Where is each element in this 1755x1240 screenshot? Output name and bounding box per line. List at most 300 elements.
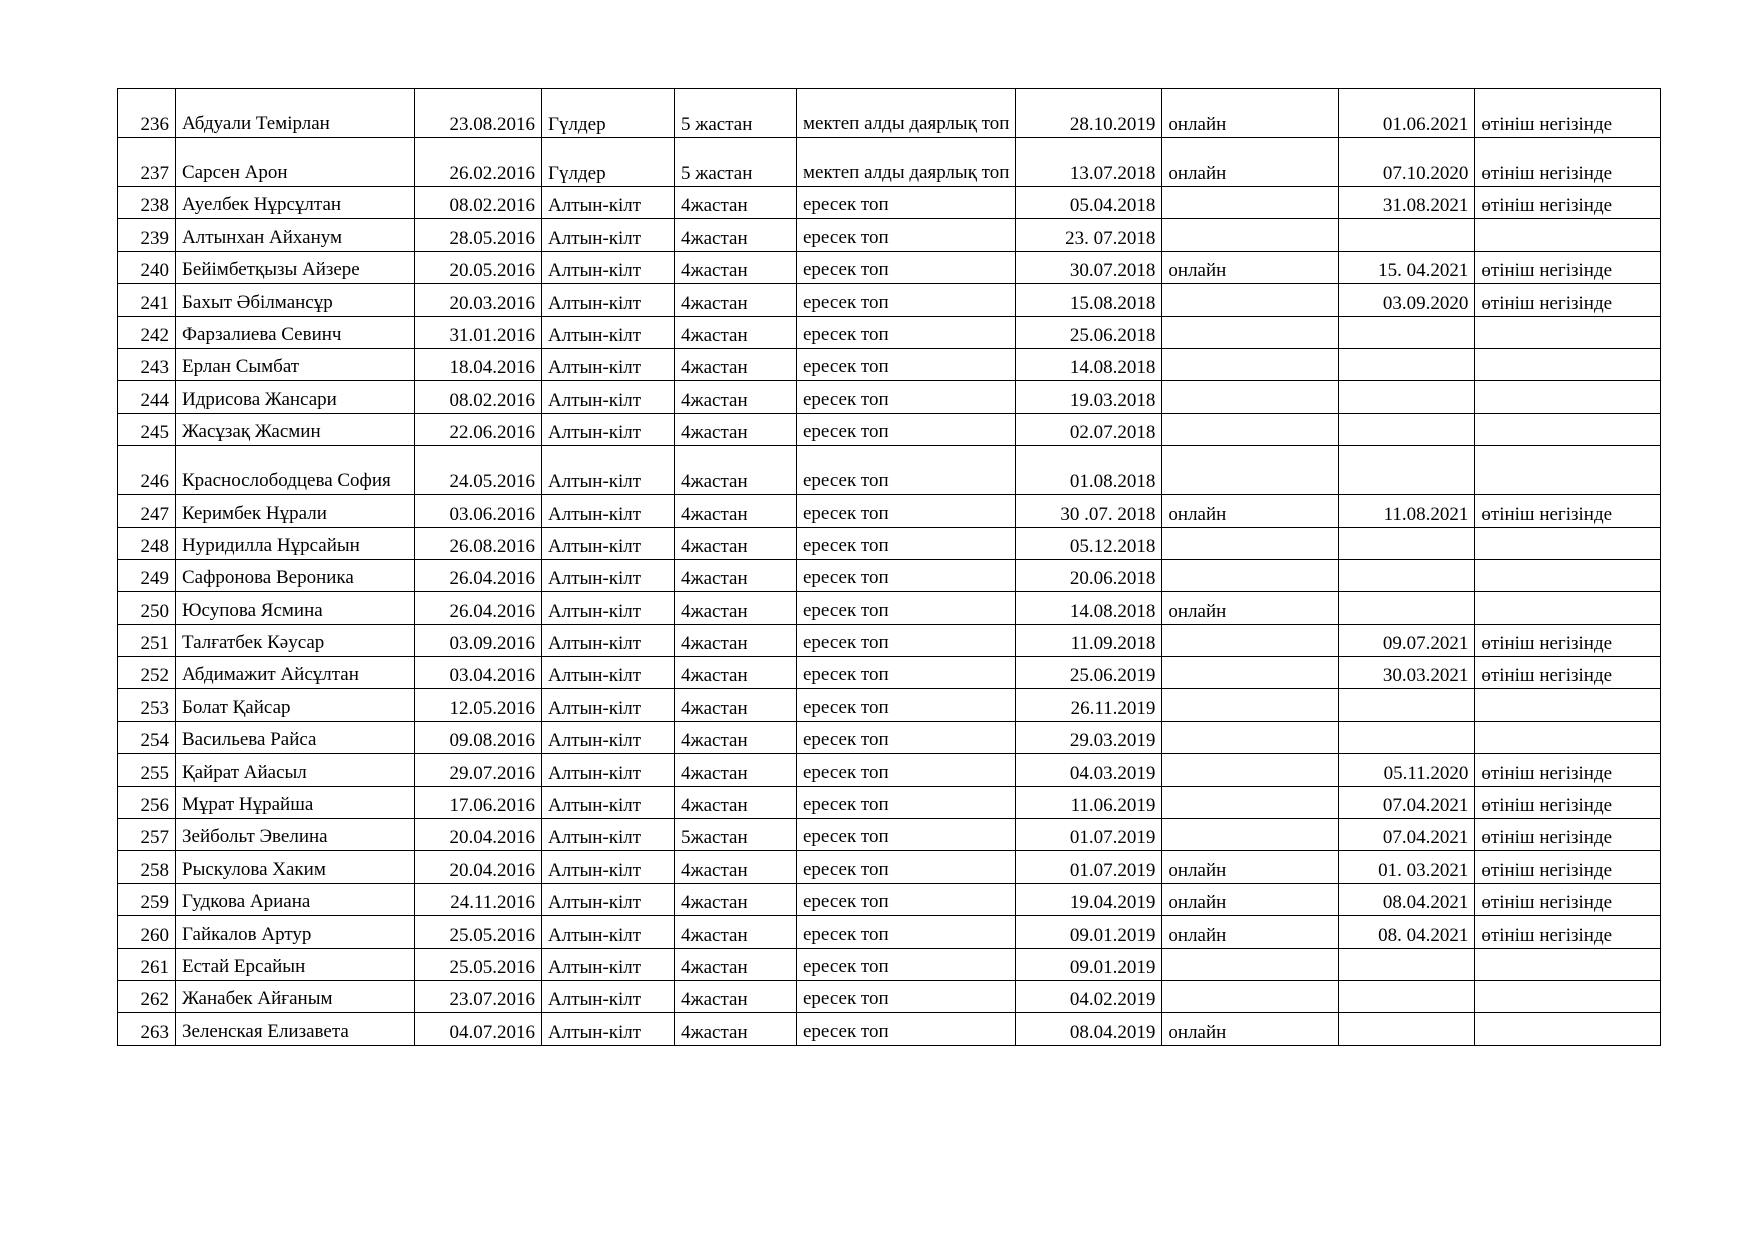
group-category-cell: ересек топ xyxy=(797,883,1016,915)
row-number-cell: 251 xyxy=(118,624,176,656)
table-row xyxy=(118,948,1661,980)
enrollment-date-cell: 04.02.2019 xyxy=(1016,980,1162,1012)
table-row xyxy=(118,754,1661,786)
enrollment-date-cell: 26.11.2019 xyxy=(1016,689,1162,721)
child-name-cell: Сарсен Арон xyxy=(176,138,415,187)
table-row xyxy=(118,592,1661,624)
birth-date-cell: 25.05.2016 xyxy=(415,916,542,948)
group-category-cell: ересек топ xyxy=(797,786,1016,818)
table-row xyxy=(118,187,1661,219)
mode-cell xyxy=(1162,721,1339,753)
birth-date-cell: 24.05.2016 xyxy=(415,446,542,495)
reason-cell xyxy=(1475,348,1661,380)
age-group-cell: 4жастан xyxy=(675,786,797,818)
leave-date-cell xyxy=(1339,527,1475,559)
enrollment-date-cell: 29.03.2019 xyxy=(1016,721,1162,753)
enrollment-date-cell: 01.08.2018 xyxy=(1016,446,1162,495)
group-name-cell: Алтын-кілт xyxy=(542,559,675,591)
enrollment-date-cell: 15.08.2018 xyxy=(1016,284,1162,316)
age-group-cell: 4жастан xyxy=(675,916,797,948)
leave-date-cell: 31.08.2021 xyxy=(1339,187,1475,219)
group-name-cell: Алтын-кілт xyxy=(542,689,675,721)
leave-date-cell xyxy=(1339,1013,1475,1045)
group-name-cell: Алтын-кілт xyxy=(542,348,675,380)
table-row xyxy=(118,657,1661,689)
leave-date-cell xyxy=(1339,413,1475,445)
row-number-cell: 255 xyxy=(118,754,176,786)
enrollment-date-cell: 19.03.2018 xyxy=(1016,381,1162,413)
table-row xyxy=(118,316,1661,348)
group-category-cell: ересек топ xyxy=(797,219,1016,251)
group-name-cell: Алтын-кілт xyxy=(542,851,675,883)
group-category-cell: ересек топ xyxy=(797,495,1016,527)
child-name-cell: Естай Ерсайын xyxy=(176,948,415,980)
mode-cell: онлайн xyxy=(1162,883,1339,915)
mode-cell xyxy=(1162,316,1339,348)
reason-cell: өтініш негізінде xyxy=(1475,624,1661,656)
age-group-cell: 4жастан xyxy=(675,980,797,1012)
group-category-cell: мектеп алды даярлық топ xyxy=(797,138,1016,187)
birth-date-cell: 29.07.2016 xyxy=(415,754,542,786)
group-name-cell: Алтын-кілт xyxy=(542,527,675,559)
leave-date-cell xyxy=(1339,446,1475,495)
leave-date-cell: 30.03.2021 xyxy=(1339,657,1475,689)
mode-cell xyxy=(1162,187,1339,219)
table-row xyxy=(118,689,1661,721)
reason-cell: өтініш негізінде xyxy=(1475,819,1661,851)
group-name-cell: Алтын-кілт xyxy=(542,446,675,495)
group-name-cell: Алтын-кілт xyxy=(542,1013,675,1045)
group-category-cell: ересек топ xyxy=(797,316,1016,348)
group-name-cell: Алтын-кілт xyxy=(542,721,675,753)
enrollment-date-cell: 28.10.2019 xyxy=(1016,89,1162,138)
group-name-cell: Гүлдер xyxy=(542,138,675,187)
age-group-cell: 4жастан xyxy=(675,754,797,786)
reason-cell xyxy=(1475,721,1661,753)
row-number-cell: 250 xyxy=(118,592,176,624)
enrollment-date-cell: 02.07.2018 xyxy=(1016,413,1162,445)
children-registry-table xyxy=(117,88,1661,1046)
birth-date-cell: 22.06.2016 xyxy=(415,413,542,445)
enrollment-date-cell: 14.08.2018 xyxy=(1016,592,1162,624)
age-group-cell: 4жастан xyxy=(675,316,797,348)
child-name-cell: Краснослободцева София xyxy=(176,446,415,495)
group-category-cell: ересек топ xyxy=(797,251,1016,283)
mode-cell: онлайн xyxy=(1162,89,1339,138)
mode-cell: онлайн xyxy=(1162,916,1339,948)
child-name-cell: Абдимажит Айсұлтан xyxy=(176,657,415,689)
mode-cell xyxy=(1162,819,1339,851)
age-group-cell: 4жастан xyxy=(675,721,797,753)
enrollment-date-cell: 20.06.2018 xyxy=(1016,559,1162,591)
group-name-cell: Алтын-кілт xyxy=(542,948,675,980)
row-number-cell: 236 xyxy=(118,89,176,138)
group-name-cell: Алтын-кілт xyxy=(542,657,675,689)
birth-date-cell: 20.04.2016 xyxy=(415,819,542,851)
group-name-cell: Алтын-кілт xyxy=(542,316,675,348)
registry-body xyxy=(118,89,1661,1046)
reason-cell: өтініш негізінде xyxy=(1475,138,1661,187)
mode-cell: онлайн xyxy=(1162,251,1339,283)
table-row xyxy=(118,559,1661,591)
row-number-cell: 242 xyxy=(118,316,176,348)
birth-date-cell: 20.03.2016 xyxy=(415,284,542,316)
mode-cell xyxy=(1162,948,1339,980)
mode-cell xyxy=(1162,284,1339,316)
enrollment-date-cell: 25.06.2018 xyxy=(1016,316,1162,348)
mode-cell xyxy=(1162,754,1339,786)
group-category-cell: ересек топ xyxy=(797,559,1016,591)
birth-date-cell: 03.09.2016 xyxy=(415,624,542,656)
mode-cell xyxy=(1162,559,1339,591)
table-row xyxy=(118,89,1661,138)
group-category-cell: ересек топ xyxy=(797,721,1016,753)
table-row xyxy=(118,883,1661,915)
row-number-cell: 247 xyxy=(118,495,176,527)
child-name-cell: Жанабек Айғаным xyxy=(176,980,415,1012)
reason-cell: өтініш негізінде xyxy=(1475,786,1661,818)
birth-date-cell: 28.05.2016 xyxy=(415,219,542,251)
child-name-cell: Алтынхан Айханум xyxy=(176,219,415,251)
birth-date-cell: 03.04.2016 xyxy=(415,657,542,689)
group-category-cell: ересек топ xyxy=(797,527,1016,559)
table-row xyxy=(118,446,1661,495)
reason-cell: өтініш негізінде xyxy=(1475,916,1661,948)
leave-date-cell: 07.04.2021 xyxy=(1339,786,1475,818)
enrollment-date-cell: 05.12.2018 xyxy=(1016,527,1162,559)
table-row xyxy=(118,138,1661,187)
birth-date-cell: 18.04.2016 xyxy=(415,348,542,380)
enrollment-date-cell: 14.08.2018 xyxy=(1016,348,1162,380)
child-name-cell: Бахыт Әбілмансұр xyxy=(176,284,415,316)
mode-cell xyxy=(1162,980,1339,1012)
group-category-cell: ересек топ xyxy=(797,948,1016,980)
group-name-cell: Алтын-кілт xyxy=(542,592,675,624)
leave-date-cell: 01.06.2021 xyxy=(1339,89,1475,138)
birth-date-cell: 03.06.2016 xyxy=(415,495,542,527)
group-category-cell: ересек топ xyxy=(797,754,1016,786)
row-number-cell: 253 xyxy=(118,689,176,721)
birth-date-cell: 04.07.2016 xyxy=(415,1013,542,1045)
row-number-cell: 237 xyxy=(118,138,176,187)
mode-cell xyxy=(1162,413,1339,445)
group-name-cell: Алтын-кілт xyxy=(542,916,675,948)
enrollment-date-cell: 23. 07.2018 xyxy=(1016,219,1162,251)
child-name-cell: Сафронова Вероника xyxy=(176,559,415,591)
row-number-cell: 240 xyxy=(118,251,176,283)
mode-cell xyxy=(1162,624,1339,656)
age-group-cell: 4жастан xyxy=(675,559,797,591)
birth-date-cell: 23.08.2016 xyxy=(415,89,542,138)
leave-date-cell xyxy=(1339,219,1475,251)
leave-date-cell xyxy=(1339,689,1475,721)
age-group-cell: 4жастан xyxy=(675,851,797,883)
reason-cell: өтініш негізінде xyxy=(1475,754,1661,786)
reason-cell xyxy=(1475,689,1661,721)
group-name-cell: Алтын-кілт xyxy=(542,219,675,251)
row-number-cell: 262 xyxy=(118,980,176,1012)
enrollment-date-cell: 09.01.2019 xyxy=(1016,948,1162,980)
group-name-cell: Алтын-кілт xyxy=(542,980,675,1012)
child-name-cell: Фарзалиева Севинч xyxy=(176,316,415,348)
child-name-cell: Қайрат Айасыл xyxy=(176,754,415,786)
table-row xyxy=(118,284,1661,316)
row-number-cell: 238 xyxy=(118,187,176,219)
row-number-cell: 263 xyxy=(118,1013,176,1045)
row-number-cell: 259 xyxy=(118,883,176,915)
group-category-cell: ересек топ xyxy=(797,819,1016,851)
mode-cell xyxy=(1162,446,1339,495)
age-group-cell: 4жастан xyxy=(675,1013,797,1045)
age-group-cell: 4жастан xyxy=(675,187,797,219)
group-category-cell: ересек топ xyxy=(797,446,1016,495)
child-name-cell: Зеленская Елизавета xyxy=(176,1013,415,1045)
row-number-cell: 254 xyxy=(118,721,176,753)
mode-cell xyxy=(1162,786,1339,818)
age-group-cell: 4жастан xyxy=(675,657,797,689)
birth-date-cell: 24.11.2016 xyxy=(415,883,542,915)
reason-cell xyxy=(1475,381,1661,413)
table-row xyxy=(118,219,1661,251)
child-name-cell: Ерлан Сымбат xyxy=(176,348,415,380)
leave-date-cell: 07.10.2020 xyxy=(1339,138,1475,187)
leave-date-cell xyxy=(1339,980,1475,1012)
enrollment-date-cell: 01.07.2019 xyxy=(1016,819,1162,851)
row-number-cell: 258 xyxy=(118,851,176,883)
leave-date-cell xyxy=(1339,592,1475,624)
table-row xyxy=(118,251,1661,283)
row-number-cell: 248 xyxy=(118,527,176,559)
table-row xyxy=(118,851,1661,883)
group-category-cell: ересек топ xyxy=(797,657,1016,689)
leave-date-cell xyxy=(1339,316,1475,348)
child-name-cell: Гайкалов Артур xyxy=(176,916,415,948)
enrollment-date-cell: 04.03.2019 xyxy=(1016,754,1162,786)
child-name-cell: Керимбек Нұрали xyxy=(176,495,415,527)
leave-date-cell: 11.08.2021 xyxy=(1339,495,1475,527)
age-group-cell: 4жастан xyxy=(675,948,797,980)
enrollment-date-cell: 05.04.2018 xyxy=(1016,187,1162,219)
enrollment-date-cell: 11.09.2018 xyxy=(1016,624,1162,656)
birth-date-cell: 26.02.2016 xyxy=(415,138,542,187)
group-category-cell: ересек топ xyxy=(797,592,1016,624)
mode-cell: онлайн xyxy=(1162,592,1339,624)
age-group-cell: 4жастан xyxy=(675,413,797,445)
birth-date-cell: 20.04.2016 xyxy=(415,851,542,883)
reason-cell xyxy=(1475,413,1661,445)
birth-date-cell: 31.01.2016 xyxy=(415,316,542,348)
enrollment-date-cell: 11.06.2019 xyxy=(1016,786,1162,818)
age-group-cell: 4жастан xyxy=(675,446,797,495)
age-group-cell: 4жастан xyxy=(675,689,797,721)
group-name-cell: Алтын-кілт xyxy=(542,883,675,915)
leave-date-cell: 03.09.2020 xyxy=(1339,284,1475,316)
group-category-cell: ересек топ xyxy=(797,284,1016,316)
group-name-cell: Алтын-кілт xyxy=(542,786,675,818)
table-row xyxy=(118,721,1661,753)
reason-cell: өтініш негізінде xyxy=(1475,89,1661,138)
age-group-cell: 4жастан xyxy=(675,527,797,559)
row-number-cell: 256 xyxy=(118,786,176,818)
birth-date-cell: 08.02.2016 xyxy=(415,187,542,219)
group-category-cell: ересек топ xyxy=(797,348,1016,380)
enrollment-date-cell: 08.04.2019 xyxy=(1016,1013,1162,1045)
leave-date-cell xyxy=(1339,348,1475,380)
birth-date-cell: 23.07.2016 xyxy=(415,980,542,1012)
reason-cell: өтініш негізінде xyxy=(1475,851,1661,883)
group-name-cell: Алтын-кілт xyxy=(542,495,675,527)
birth-date-cell: 09.08.2016 xyxy=(415,721,542,753)
reason-cell xyxy=(1475,559,1661,591)
child-name-cell: Рыскулова Хаким xyxy=(176,851,415,883)
reason-cell xyxy=(1475,980,1661,1012)
row-number-cell: 239 xyxy=(118,219,176,251)
birth-date-cell: 26.04.2016 xyxy=(415,559,542,591)
birth-date-cell: 20.05.2016 xyxy=(415,251,542,283)
row-number-cell: 245 xyxy=(118,413,176,445)
row-number-cell: 260 xyxy=(118,916,176,948)
leave-date-cell: 08. 04.2021 xyxy=(1339,916,1475,948)
reason-cell: өтініш негізінде xyxy=(1475,657,1661,689)
child-name-cell: Мұрат Нұрайша xyxy=(176,786,415,818)
reason-cell xyxy=(1475,316,1661,348)
reason-cell: өтініш негізінде xyxy=(1475,251,1661,283)
age-group-cell: 4жастан xyxy=(675,381,797,413)
group-category-cell: ересек топ xyxy=(797,381,1016,413)
child-name-cell: Абдуали Темірлан xyxy=(176,89,415,138)
table-row xyxy=(118,786,1661,818)
group-category-cell: мектеп алды даярлық топ xyxy=(797,89,1016,138)
leave-date-cell: 01. 03.2021 xyxy=(1339,851,1475,883)
birth-date-cell: 26.08.2016 xyxy=(415,527,542,559)
leave-date-cell xyxy=(1339,559,1475,591)
leave-date-cell: 15. 04.2021 xyxy=(1339,251,1475,283)
birth-date-cell: 25.05.2016 xyxy=(415,948,542,980)
reason-cell xyxy=(1475,948,1661,980)
group-name-cell: Алтын-кілт xyxy=(542,819,675,851)
table-row xyxy=(118,527,1661,559)
age-group-cell: 4жастан xyxy=(675,592,797,624)
group-name-cell: Алтын-кілт xyxy=(542,413,675,445)
child-name-cell: Гудкова Ариана xyxy=(176,883,415,915)
mode-cell xyxy=(1162,381,1339,413)
child-name-cell: Идрисова Жансари xyxy=(176,381,415,413)
reason-cell xyxy=(1475,446,1661,495)
age-group-cell: 4жастан xyxy=(675,284,797,316)
table-row xyxy=(118,413,1661,445)
table-row xyxy=(118,381,1661,413)
child-name-cell: Нуридилла Нұрсайын xyxy=(176,527,415,559)
group-name-cell: Алтын-кілт xyxy=(542,381,675,413)
group-name-cell: Алтын-кілт xyxy=(542,284,675,316)
enrollment-date-cell: 13.07.2018 xyxy=(1016,138,1162,187)
table-row xyxy=(118,348,1661,380)
birth-date-cell: 12.05.2016 xyxy=(415,689,542,721)
age-group-cell: 4жастан xyxy=(675,883,797,915)
mode-cell: онлайн xyxy=(1162,495,1339,527)
table-row xyxy=(118,980,1661,1012)
enrollment-date-cell: 01.07.2019 xyxy=(1016,851,1162,883)
child-name-cell: Ауелбек Нұрсұлтан xyxy=(176,187,415,219)
row-number-cell: 257 xyxy=(118,819,176,851)
mode-cell: онлайн xyxy=(1162,1013,1339,1045)
leave-date-cell: 08.04.2021 xyxy=(1339,883,1475,915)
age-group-cell: 4жастан xyxy=(675,495,797,527)
enrollment-date-cell: 09.01.2019 xyxy=(1016,916,1162,948)
child-name-cell: Болат Қайсар xyxy=(176,689,415,721)
enrollment-date-cell: 30 .07. 2018 xyxy=(1016,495,1162,527)
child-name-cell: Жасұзақ Жасмин xyxy=(176,413,415,445)
table-row xyxy=(118,916,1661,948)
enrollment-date-cell: 25.06.2019 xyxy=(1016,657,1162,689)
age-group-cell: 4жастан xyxy=(675,251,797,283)
birth-date-cell: 26.04.2016 xyxy=(415,592,542,624)
row-number-cell: 246 xyxy=(118,446,176,495)
reason-cell: өтініш негізінде xyxy=(1475,495,1661,527)
reason-cell xyxy=(1475,527,1661,559)
group-category-cell: ересек топ xyxy=(797,187,1016,219)
group-category-cell: ересек топ xyxy=(797,980,1016,1012)
birth-date-cell: 17.06.2016 xyxy=(415,786,542,818)
reason-cell xyxy=(1475,219,1661,251)
child-name-cell: Юсупова Ясмина xyxy=(176,592,415,624)
child-name-cell: Бейімбетқызы Айзере xyxy=(176,251,415,283)
row-number-cell: 252 xyxy=(118,657,176,689)
age-group-cell: 5жастан xyxy=(675,819,797,851)
leave-date-cell xyxy=(1339,721,1475,753)
mode-cell: онлайн xyxy=(1162,138,1339,187)
row-number-cell: 261 xyxy=(118,948,176,980)
group-name-cell: Алтын-кілт xyxy=(542,754,675,786)
child-name-cell: Васильева Райса xyxy=(176,721,415,753)
group-name-cell: Алтын-кілт xyxy=(542,251,675,283)
child-name-cell: Талғатбек Кәусар xyxy=(176,624,415,656)
group-category-cell: ересек топ xyxy=(797,413,1016,445)
group-name-cell: Алтын-кілт xyxy=(542,187,675,219)
leave-date-cell: 07.04.2021 xyxy=(1339,819,1475,851)
row-number-cell: 241 xyxy=(118,284,176,316)
table-row xyxy=(118,624,1661,656)
group-name-cell: Алтын-кілт xyxy=(542,624,675,656)
reason-cell: өтініш негізінде xyxy=(1475,284,1661,316)
age-group-cell: 4жастан xyxy=(675,219,797,251)
row-number-cell: 249 xyxy=(118,559,176,591)
age-group-cell: 5 жастан xyxy=(675,138,797,187)
group-category-cell: ересек топ xyxy=(797,851,1016,883)
mode-cell xyxy=(1162,689,1339,721)
leave-date-cell xyxy=(1339,381,1475,413)
mode-cell xyxy=(1162,219,1339,251)
reason-cell: өтініш негізінде xyxy=(1475,187,1661,219)
mode-cell xyxy=(1162,657,1339,689)
row-number-cell: 244 xyxy=(118,381,176,413)
table-row xyxy=(118,819,1661,851)
reason-cell xyxy=(1475,592,1661,624)
group-category-cell: ересек топ xyxy=(797,624,1016,656)
leave-date-cell xyxy=(1339,948,1475,980)
table-row xyxy=(118,495,1661,527)
group-category-cell: ересек топ xyxy=(797,689,1016,721)
age-group-cell: 4жастан xyxy=(675,624,797,656)
group-name-cell: Гүлдер xyxy=(542,89,675,138)
child-name-cell: Зейбольт Эвелина xyxy=(176,819,415,851)
age-group-cell: 4жастан xyxy=(675,348,797,380)
reason-cell: өтініш негізінде xyxy=(1475,883,1661,915)
leave-date-cell: 09.07.2021 xyxy=(1339,624,1475,656)
row-number-cell: 243 xyxy=(118,348,176,380)
group-category-cell: ересек топ xyxy=(797,1013,1016,1045)
enrollment-date-cell: 30.07.2018 xyxy=(1016,251,1162,283)
